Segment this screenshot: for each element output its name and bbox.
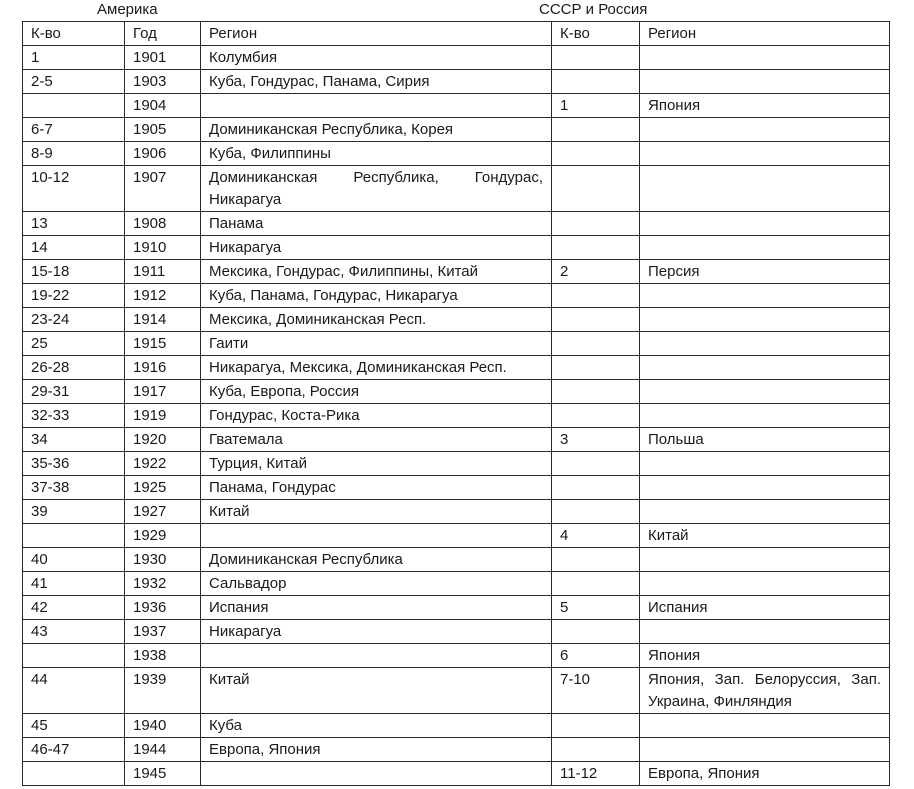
year-cell: 1915 xyxy=(125,332,201,356)
table-row xyxy=(23,94,890,118)
count-ussr-cell xyxy=(552,738,640,762)
region-america-cell xyxy=(201,94,552,118)
year-cell: 1920 xyxy=(125,428,201,452)
year-cell: 1930 xyxy=(125,548,201,572)
count-ussr-cell xyxy=(552,332,640,356)
region-america-cell: Доминиканская Республика, Гондурас, Никарагуа xyxy=(201,166,552,212)
region-ussr-cell xyxy=(640,332,890,356)
count-america-cell: 15-18 xyxy=(23,260,125,284)
year-cell: 1938 xyxy=(125,644,201,668)
count-america-cell: 46-47 xyxy=(23,738,125,762)
count-ussr-cell xyxy=(552,404,640,428)
count-ussr-cell xyxy=(552,714,640,738)
table-row xyxy=(23,380,890,404)
table-row xyxy=(23,524,890,548)
count-ussr-cell: 7-10 xyxy=(552,668,640,714)
header-region-ussr: Регион xyxy=(640,22,890,46)
count-ussr-cell: 3 xyxy=(552,428,640,452)
year-cell: 1937 xyxy=(125,620,201,644)
region-america-cell: Куба xyxy=(201,714,552,738)
table-row xyxy=(23,500,890,524)
region-ussr-cell xyxy=(640,142,890,166)
region-ussr-cell xyxy=(640,476,890,500)
count-america-cell: 39 xyxy=(23,500,125,524)
table-body xyxy=(23,22,890,786)
table-row xyxy=(23,644,890,668)
region-ussr-cell xyxy=(640,284,890,308)
year-cell: 1904 xyxy=(125,94,201,118)
table-captions xyxy=(0,0,914,22)
count-america-cell: 19-22 xyxy=(23,284,125,308)
region-ussr-cell xyxy=(640,738,890,762)
region-america-cell: Колумбия xyxy=(201,46,552,70)
region-america-cell: Панама xyxy=(201,212,552,236)
region-ussr-cell xyxy=(640,714,890,738)
count-ussr-cell: 2 xyxy=(552,260,640,284)
year-cell: 1919 xyxy=(125,404,201,428)
region-america-cell: Китай xyxy=(201,500,552,524)
region-ussr-cell xyxy=(640,46,890,70)
region-ussr-cell xyxy=(640,212,890,236)
count-america-cell: 40 xyxy=(23,548,125,572)
count-america-cell: 44 xyxy=(23,668,125,714)
count-america-cell: 1 xyxy=(23,46,125,70)
count-ussr-cell: 5 xyxy=(552,596,640,620)
header-year: Год xyxy=(125,22,201,46)
region-america-cell: Доминиканская Республика xyxy=(201,548,552,572)
count-ussr-cell xyxy=(552,236,640,260)
count-america-cell: 23-24 xyxy=(23,308,125,332)
table-row xyxy=(23,404,890,428)
count-ussr-cell xyxy=(552,166,640,212)
count-ussr-cell: 4 xyxy=(552,524,640,548)
year-cell: 1903 xyxy=(125,70,201,94)
count-ussr-cell: 1 xyxy=(552,94,640,118)
table-row xyxy=(23,452,890,476)
table-row xyxy=(23,212,890,236)
region-america-cell: Мексика, Гондурас, Филиппины, Китай xyxy=(201,260,552,284)
year-cell: 1939 xyxy=(125,668,201,714)
year-cell: 1922 xyxy=(125,452,201,476)
year-cell: 1916 xyxy=(125,356,201,380)
region-ussr-cell xyxy=(640,70,890,94)
count-america-cell: 34 xyxy=(23,428,125,452)
header-count-america: К-во xyxy=(23,22,125,46)
region-ussr-cell: Япония xyxy=(640,644,890,668)
region-america-cell: Куба, Европа, Россия xyxy=(201,380,552,404)
year-cell: 1910 xyxy=(125,236,201,260)
region-america-cell: Европа, Япония xyxy=(201,738,552,762)
region-ussr-cell: Персия xyxy=(640,260,890,284)
year-cell: 1906 xyxy=(125,142,201,166)
table-row xyxy=(23,236,890,260)
table-row xyxy=(23,142,890,166)
table-row xyxy=(23,46,890,70)
year-cell: 1917 xyxy=(125,380,201,404)
count-america-cell: 42 xyxy=(23,596,125,620)
count-america-cell: 43 xyxy=(23,620,125,644)
region-america-cell: Мексика, Доминиканская Респ. xyxy=(201,308,552,332)
count-america-cell: 14 xyxy=(23,236,125,260)
region-america-cell: Куба, Филиппины xyxy=(201,142,552,166)
year-cell: 1905 xyxy=(125,118,201,142)
count-america-cell xyxy=(23,644,125,668)
year-cell: 1925 xyxy=(125,476,201,500)
table-row xyxy=(23,118,890,142)
year-cell: 1944 xyxy=(125,738,201,762)
year-cell: 1932 xyxy=(125,572,201,596)
region-america-cell: Никарагуа, Мексика, Доминиканская Респ. xyxy=(201,356,552,380)
table-row xyxy=(23,284,890,308)
count-ussr-cell xyxy=(552,380,640,404)
count-ussr-cell xyxy=(552,212,640,236)
table-row xyxy=(23,572,890,596)
table-row xyxy=(23,70,890,94)
table-row xyxy=(23,356,890,380)
region-ussr-cell xyxy=(640,620,890,644)
region-ussr-cell xyxy=(640,308,890,332)
count-america-cell: 8-9 xyxy=(23,142,125,166)
count-america-cell xyxy=(23,524,125,548)
count-ussr-cell xyxy=(552,620,640,644)
region-america-cell: Испания xyxy=(201,596,552,620)
caption-america: Америка xyxy=(97,1,158,18)
header-count-ussr: К-во xyxy=(552,22,640,46)
count-america-cell: 6-7 xyxy=(23,118,125,142)
region-ussr-cell xyxy=(640,404,890,428)
count-ussr-cell xyxy=(552,46,640,70)
region-ussr-cell xyxy=(640,452,890,476)
region-ussr-cell xyxy=(640,572,890,596)
region-america-cell: Никарагуа xyxy=(201,236,552,260)
header-row xyxy=(23,22,890,46)
region-ussr-cell: Япония, Зап. Белоруссия, Зап. Украина, Финляндия xyxy=(640,668,890,714)
region-america-cell xyxy=(201,524,552,548)
year-cell: 1911 xyxy=(125,260,201,284)
count-ussr-cell xyxy=(552,142,640,166)
year-cell: 1912 xyxy=(125,284,201,308)
region-ussr-cell xyxy=(640,166,890,212)
year-cell: 1914 xyxy=(125,308,201,332)
table-row xyxy=(23,166,890,212)
count-america-cell: 41 xyxy=(23,572,125,596)
count-america-cell: 13 xyxy=(23,212,125,236)
region-america-cell: Сальвадор xyxy=(201,572,552,596)
region-america-cell: Никарагуа xyxy=(201,620,552,644)
region-ussr-cell: Испания xyxy=(640,596,890,620)
region-ussr-cell xyxy=(640,356,890,380)
region-america-cell: Куба, Панама, Гондурас, Никарагуа xyxy=(201,284,552,308)
year-cell: 1927 xyxy=(125,500,201,524)
year-cell: 1945 xyxy=(125,762,201,786)
region-ussr-cell xyxy=(640,500,890,524)
year-cell: 1940 xyxy=(125,714,201,738)
region-america-cell: Доминиканская Республика, Корея xyxy=(201,118,552,142)
year-cell: 1936 xyxy=(125,596,201,620)
count-america-cell: 37-38 xyxy=(23,476,125,500)
count-ussr-cell xyxy=(552,118,640,142)
count-ussr-cell: 11-12 xyxy=(552,762,640,786)
count-ussr-cell xyxy=(552,548,640,572)
caption-ussr-russia: СССР и Россия xyxy=(539,1,648,18)
table-row xyxy=(23,332,890,356)
region-america-cell: Турция, Китай xyxy=(201,452,552,476)
count-ussr-cell xyxy=(552,452,640,476)
count-america-cell: 35-36 xyxy=(23,452,125,476)
count-ussr-cell xyxy=(552,476,640,500)
region-ussr-cell xyxy=(640,380,890,404)
count-ussr-cell xyxy=(552,572,640,596)
table-row xyxy=(23,668,890,714)
interventions-table xyxy=(22,21,890,786)
region-america-cell: Панама, Гондурас xyxy=(201,476,552,500)
region-america-cell xyxy=(201,762,552,786)
count-america-cell: 25 xyxy=(23,332,125,356)
region-ussr-cell xyxy=(640,118,890,142)
count-ussr-cell xyxy=(552,308,640,332)
region-america-cell: Куба, Гондурас, Панама, Сирия xyxy=(201,70,552,94)
table-row xyxy=(23,596,890,620)
count-america-cell: 45 xyxy=(23,714,125,738)
region-america-cell: Гаити xyxy=(201,332,552,356)
region-ussr-cell xyxy=(640,236,890,260)
count-america-cell: 2-5 xyxy=(23,70,125,94)
region-ussr-cell: Польша xyxy=(640,428,890,452)
count-ussr-cell xyxy=(552,500,640,524)
table-row xyxy=(23,548,890,572)
region-america-cell xyxy=(201,644,552,668)
table-row xyxy=(23,308,890,332)
table-row xyxy=(23,476,890,500)
count-america-cell xyxy=(23,94,125,118)
region-america-cell: Гватемала xyxy=(201,428,552,452)
table-row xyxy=(23,762,890,786)
count-ussr-cell xyxy=(552,356,640,380)
table-row xyxy=(23,428,890,452)
region-ussr-cell xyxy=(640,548,890,572)
table-row xyxy=(23,260,890,284)
count-america-cell: 10-12 xyxy=(23,166,125,212)
region-ussr-cell: Европа, Япония xyxy=(640,762,890,786)
table-row xyxy=(23,714,890,738)
table-row xyxy=(23,620,890,644)
count-america-cell: 26-28 xyxy=(23,356,125,380)
region-america-cell: Гондурас, Коста-Рика xyxy=(201,404,552,428)
region-ussr-cell: Китай xyxy=(640,524,890,548)
year-cell: 1901 xyxy=(125,46,201,70)
region-america-cell: Китай xyxy=(201,668,552,714)
year-cell: 1907 xyxy=(125,166,201,212)
year-cell: 1908 xyxy=(125,212,201,236)
count-america-cell: 29-31 xyxy=(23,380,125,404)
count-ussr-cell xyxy=(552,70,640,94)
table-row xyxy=(23,738,890,762)
header-region-america: Регион xyxy=(201,22,552,46)
year-cell: 1929 xyxy=(125,524,201,548)
count-america-cell xyxy=(23,762,125,786)
count-ussr-cell xyxy=(552,284,640,308)
count-america-cell: 32-33 xyxy=(23,404,125,428)
count-ussr-cell: 6 xyxy=(552,644,640,668)
region-ussr-cell: Япония xyxy=(640,94,890,118)
